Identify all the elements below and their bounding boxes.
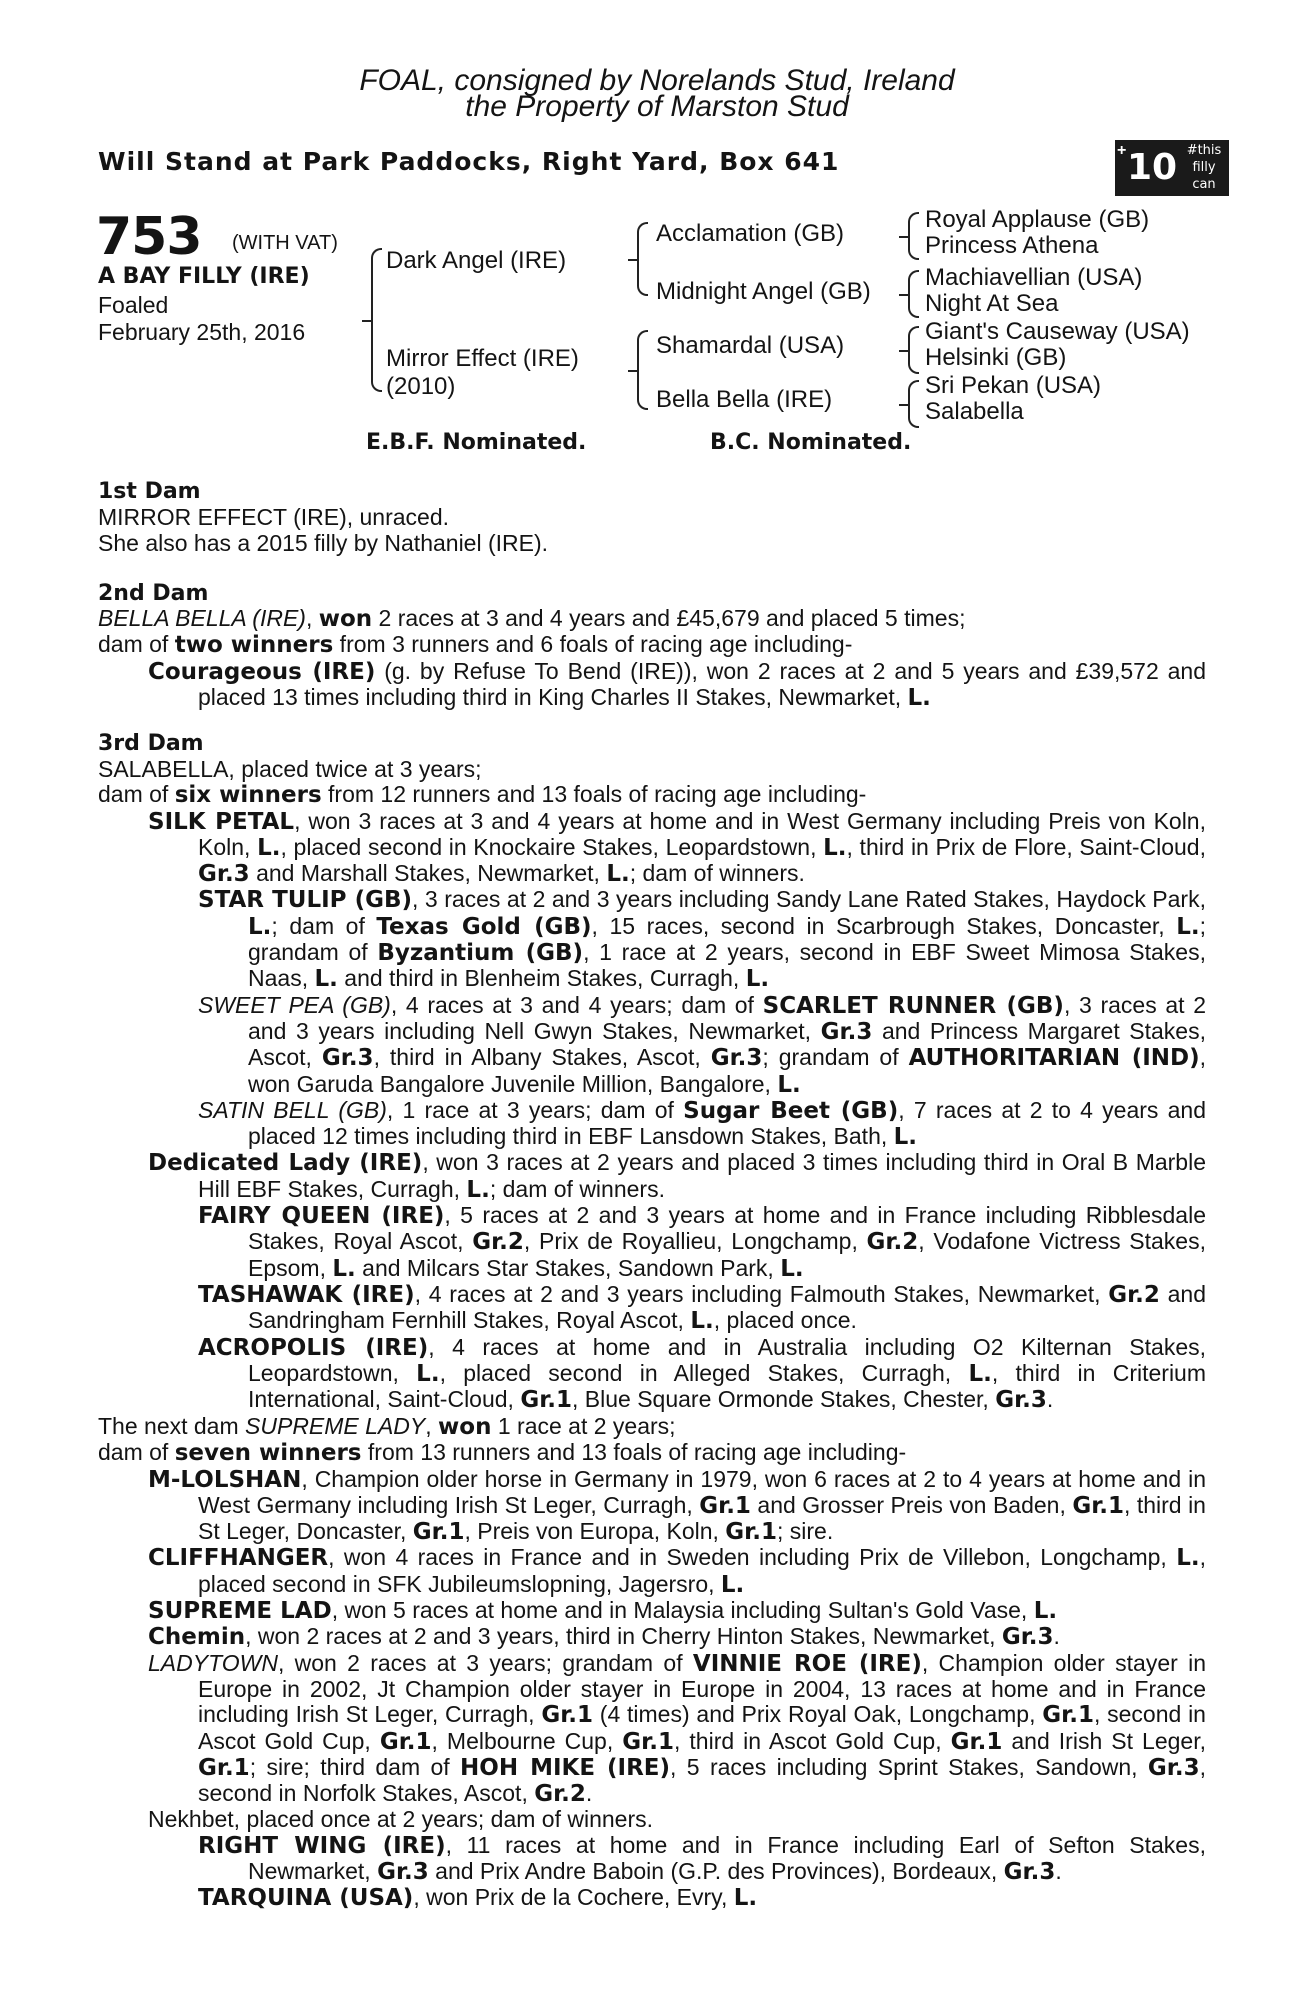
logo-tag-3: can — [1192, 177, 1216, 192]
plus10-logo — [1115, 140, 1229, 196]
sire: Dark Angel (IRE) — [386, 247, 567, 274]
produce-ladytown: LADYTOWN, won 2 races at 3 years; grandam of VINNIE ROE (IRE), Champion older stayer in Europe in 2002, Jt Champion older stayer in Europe in 2004, 13 races at home and in France including Irish St Leger, Curragh, Gr.1 (4 times) and Prix Royal Oak, Longchamp, Gr.1, second in Ascot Gold Cup, Gr.1, Melbourne Cup, Gr.1, third in Ascot Gold Cup, Gr.1 and Irish St Leger, Gr.1; sire; third dam of HOH MIKE (IRE), 5 races including Sprint Stakes, Sandown, Gr.3, second in Norfolk Stakes, Ascot, Gr.2. — [148, 1649, 1207, 1808]
produce-supreme-lad: SUPREME LAD, won 5 races at home and in Malaysia including Sultan's Gold Vase, L. — [148, 1597, 1058, 1625]
produce-cliffhanger: CLIFFHANGER, won 4 races in France and in Sweden including Prix de Villebon, Longchamp, L., placed second in SFK Jubileumslopning, Jagersro, L. — [148, 1544, 1206, 1598]
brace-ds — [908, 326, 919, 374]
bc-nominated: B.C. Nominated. — [710, 430, 912, 455]
produce-m-lolshan: M-LOLSHAN, Champion older horse in Germany in 1979, won 6 races at 2 to 4 years at home and in West Germany including Irish St Leger, Curragh, Gr.1 and Grosser Preis von Baden, Gr.1, third in St Leger, Doncaster, Gr.1, Preis von Europa, Koln, Gr.1; sire. — [148, 1465, 1206, 1546]
next-dam-entry: The next dam SUPREME LADY, won 1 race at 2 years; — [98, 1413, 676, 1440]
foaled-label: Foaled — [98, 292, 169, 318]
logo-tag-1: #this — [1186, 143, 1222, 158]
second-dam-produce: dam of two winners from 3 runners and 6 foals of racing age including- — [98, 631, 853, 659]
produce-chemin: Chemin, won 2 races at 2 and 3 years, third in Cherry Hinton Stakes, Newmarket, Gr.3. — [148, 1623, 1060, 1651]
brace-sd — [908, 270, 919, 318]
third-dam-heading: 3rd Dam — [98, 731, 204, 756]
produce-tarquina: TARQUINA (USA), won Prix de la Cochere, Evry, L. — [198, 1884, 758, 1912]
produce-tashawak: TASHAWAK (IRE), 4 races at 2 and 3 years including Falmouth Stakes, Newmarket, Gr.2 and Sandringham Fernhill Stakes, Royal Ascot, L., placed once. — [198, 1280, 1206, 1335]
third-dam-text — [98, 757, 1206, 1413]
dam-dam-dam: Salabella — [925, 398, 1024, 425]
first-dam-line: MIRROR EFFECT (IRE), unraced. — [98, 504, 450, 530]
logo-tagline — [1181, 142, 1227, 193]
sire-sire-sire: Royal Applause (GB) — [925, 206, 1150, 233]
first-dam-heading: 1st Dam — [98, 479, 201, 504]
brace-dd — [908, 380, 919, 428]
dam-dam: Bella Bella (IRE) — [656, 386, 833, 413]
produce-star-tulip: STAR TULIP (GB), 3 races at 2 and 3 years including Sandy Lane Rated Stakes, Haydock Park, L.; dam of Texas Gold (GB), 15 races, second in Scarbrough Stakes, Doncaster, L.; grandam of Byzantium (GB), 1 race at 2 years, second in EBF Sweet Mimosa Stakes, Naas, L. and third in Blenheim Stakes, Curragh, L. — [198, 886, 1206, 993]
second-dam-heading: 2nd Dam — [98, 581, 209, 606]
next-dam-produce: dam of seven winners from 13 runners and 13 foals of racing age including- — [98, 1439, 907, 1467]
third-dam-produce: dam of six winners from 12 runners and 13 foals of racing age including- — [98, 781, 867, 809]
produce-sweet-pea: SWEET PEA (GB), 4 races at 3 and 4 years; dam of SCARLET RUNNER (GB), 3 races at 2 and 3 years including Nell Gwyn Stakes, Newmarket, Gr.3 and Princess Margaret Stakes, Ascot, Gr.3, third in Albany Stakes, Ascot, Gr.3; grandam of AUTHORITARIAN (IND), won Garuda Bangalore Juvenile Million, Bangalore, L. — [198, 991, 1207, 1098]
sire-sire: Acclamation (GB) — [656, 220, 845, 247]
dam-sire-dam: Helsinki (GB) — [925, 344, 1067, 371]
pedigree-brace-main — [371, 248, 382, 392]
second-dam-entry: BELLA BELLA (IRE), won 2 races at 3 and 4 years and £45,679 and placed 5 times; — [98, 605, 966, 632]
foaled-date: February 25th, 2016 — [98, 319, 306, 345]
dam: Mirror Effect (IRE) — [386, 345, 579, 372]
logo-number: 10 — [1127, 147, 1178, 188]
third-dam-entry: SALABELLA, placed twice at 3 years; — [98, 756, 482, 782]
produce-courageous: Courageous (IRE) (g. by Refuse To Bend (IRE)), won 2 races at 2 and 5 years and £39,572 and placed 13 times including third in King Charles II Stakes, Newmarket, L. — [148, 657, 1206, 711]
pedigree-brace-dam — [637, 330, 648, 410]
next-dam-text — [98, 1414, 1206, 1912]
dam-sire: Shamardal (USA) — [656, 332, 845, 359]
sire-dam-dam: Night At Sea — [925, 290, 1059, 317]
produce-acropolis: ACROPOLIS (IRE), 4 races at home and in Australia including O2 Kilternan Stakes, Leopardstown, L., placed second in Alleged Stakes, Curragh, L., third in Criterium International, Saint-Cloud, Gr.1, Blue Square Ormonde Stakes, Chester, Gr.3. — [198, 1333, 1207, 1414]
property-line: the Property of Marston Stud — [465, 90, 849, 123]
produce-right-wing: RIGHT WING (IRE), 11 races at home and in France including Earl of Sefton Stakes, Newmarket, Gr.3 and Prix Andre Baboin (G.P. des Provinces), Bordeaux, Gr.3. — [198, 1831, 1206, 1886]
sire-sire-dam: Princess Athena — [925, 232, 1099, 259]
dam-dam-sire: Sri Pekan (USA) — [925, 372, 1102, 399]
produce-fairy-queen: FAIRY QUEEN (IRE), 5 races at 2 and 3 years at home and in France including Ribblesdale Stakes, Royal Ascot, Gr.2, Prix de Royallieu, Longchamp, Gr.2, Vodafone Victress Stakes, Epsom, L. and Milcars Star Stakes, Sandown Park, L. — [198, 1202, 1206, 1282]
first-dam-note: She also has a 2015 filly by Nathaniel (IRE). — [98, 530, 549, 556]
dam-year: (2010) — [386, 373, 456, 400]
produce-silk-petal: SILK PETAL, won 3 races at 3 and 4 years at home and in West Germany including Preis von Koln, Koln, L., placed second in Knockaire Stakes, Leopardstown, L., third in Prix de Flore, Saint-Cloud, Gr.3 and Marshall Stakes, Newmarket, L.; dam of winners. — [148, 807, 1206, 888]
second-dam-text — [98, 606, 1206, 711]
ebf-nominated: E.B.F. Nominated. — [366, 430, 587, 455]
pedigree-brace-sire — [637, 222, 648, 296]
consignor-line: FOAL, consigned by Norelands Stud, Ireland — [359, 64, 955, 97]
stand-location: Will Stand at Park Paddocks, Right Yard, Box 641 — [98, 147, 840, 176]
logo-plus: + — [1117, 142, 1127, 159]
lot-number: 753 — [96, 207, 202, 267]
dam-sire-sire: Giant's Causeway (USA) — [925, 318, 1190, 345]
sire-dam: Midnight Angel (GB) — [656, 278, 871, 305]
produce-satin-bell: SATIN BELL (GB), 1 race at 3 years; dam of Sugar Beet (GB), 7 races at 2 to 4 years and placed 12 times including third in EBF Lansdown Stakes, Bath, L. — [198, 1096, 1207, 1151]
logo-tag-2: filly — [1192, 160, 1216, 175]
brace-ss — [908, 212, 919, 260]
vat-note: (WITH VAT) — [232, 232, 338, 254]
produce-dedicated-lady: Dedicated Lady (IRE), won 3 races at 2 years and placed 3 times including third in Oral B Marble Hill EBF Stakes, Curragh, L.; dam of winners. — [148, 1149, 1206, 1203]
produce-nekhbet: Nekhbet, placed once at 2 years; dam of winners. — [148, 1806, 654, 1833]
lot-name: A BAY FILLY (IRE) — [98, 264, 310, 289]
sire-dam-sire: Machiavellian (USA) — [925, 264, 1143, 291]
